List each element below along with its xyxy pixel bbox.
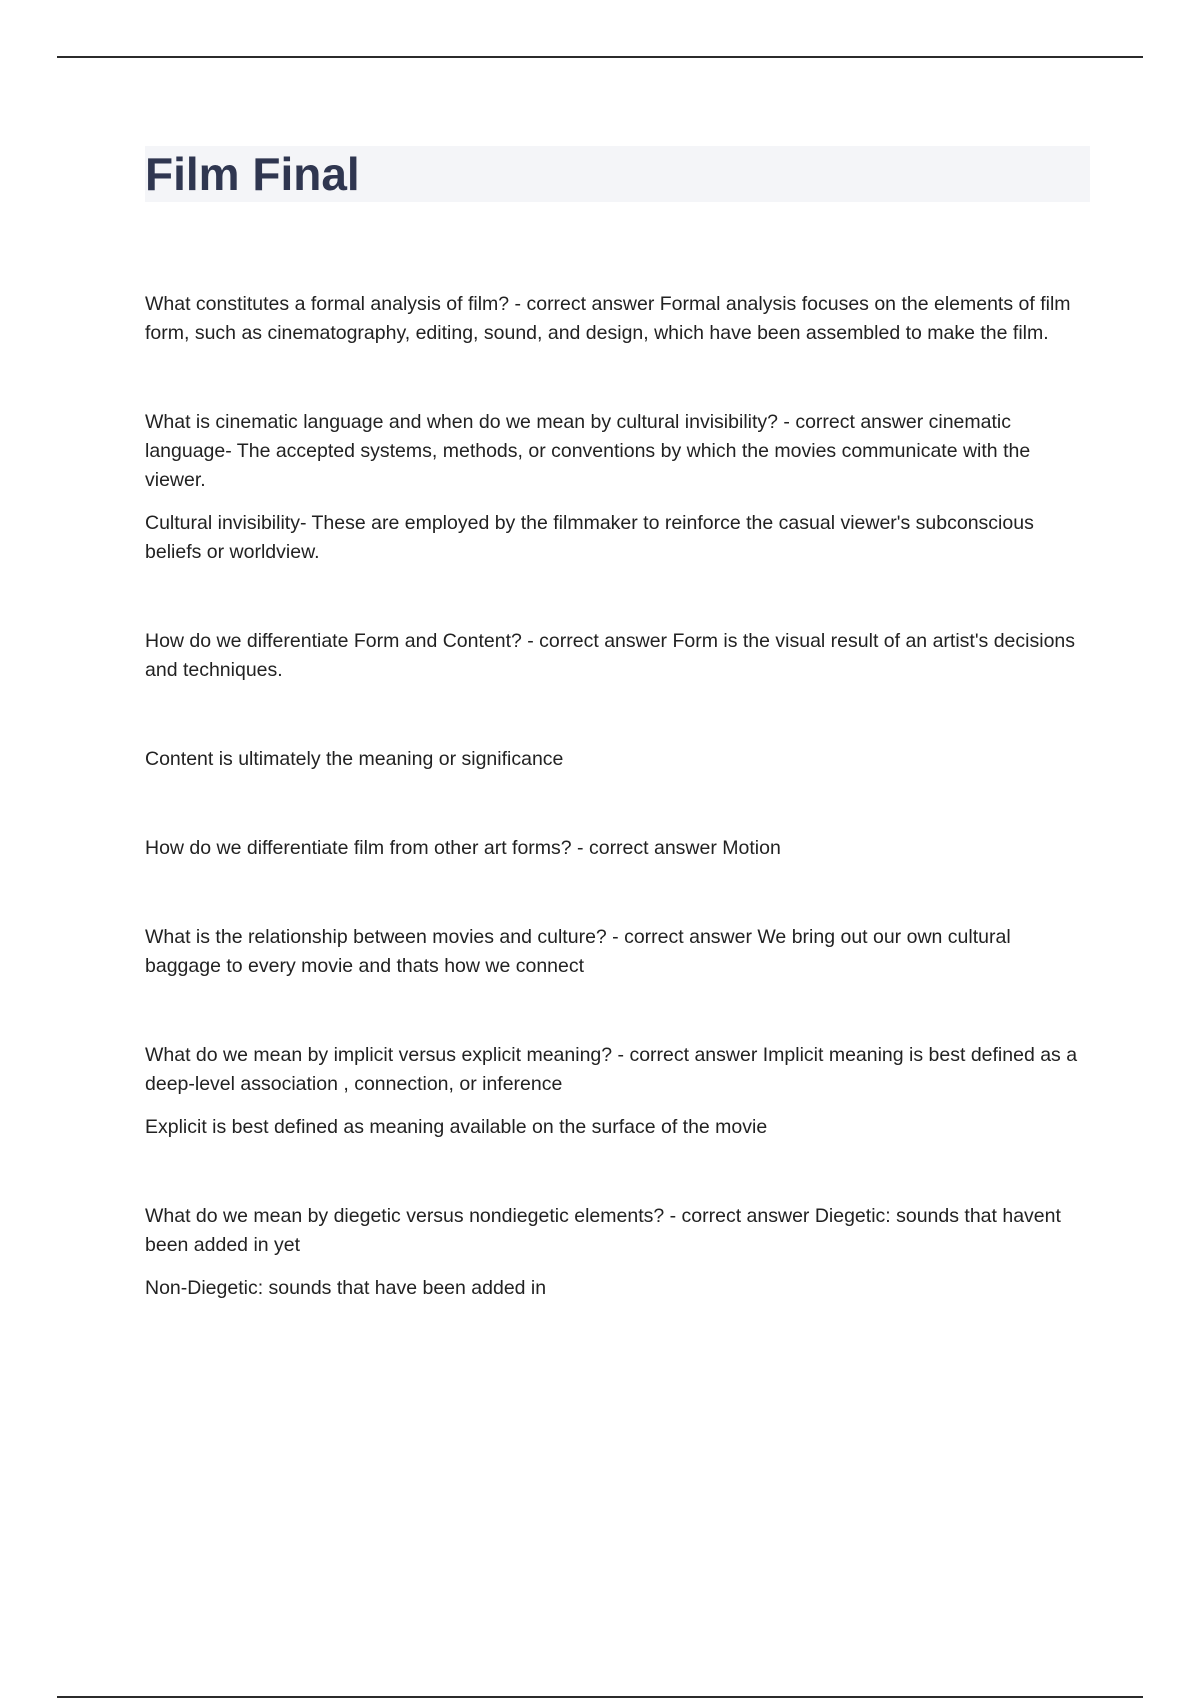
- qa-paragraph: Non-Diegetic: sounds that have been added in: [145, 1277, 547, 1299]
- bottom-rule: [57, 1696, 1143, 1698]
- qa-list: [145, 290, 1090, 1363]
- qa-entry: [145, 1041, 1090, 1142]
- qa-entry: [145, 627, 1090, 685]
- qa-paragraph: How do we differentiate Form and Content? - correct answer Form is the visual result of an artist's decisions and techniques.: [145, 630, 1076, 681]
- qa-paragraph: What is the relationship between movies and culture? - correct answer We bring out our own cultural baggage to every movie and thats how we connect: [145, 926, 1011, 977]
- qa-entry: [145, 1202, 1090, 1303]
- qa-paragraph: Content is ultimately the meaning or significance: [145, 748, 564, 770]
- qa-entry: [145, 290, 1090, 348]
- qa-paragraph: Explicit is best defined as meaning available on the surface of the movie: [145, 1116, 768, 1138]
- qa-paragraph: What constitutes a formal analysis of film? - correct answer Formal analysis focuses on the elements of film form, such as cinematography, editing, sound, and design, which have been assembled to make the film.: [145, 293, 1071, 344]
- qa-paragraph: What do we mean by implicit versus explicit meaning? - correct answer Implicit meaning is best defined as a deep-level association , connection, or inference: [145, 1044, 1078, 1095]
- qa-entry: [145, 834, 1090, 863]
- qa-paragraph: What do we mean by diegetic versus nondiegetic elements? - correct answer Diegetic: sounds that havent been added in yet: [145, 1205, 1061, 1256]
- title-band: [145, 146, 1090, 202]
- qa-entry: [145, 923, 1090, 981]
- qa-paragraph: What is cinematic language and when do we mean by cultural invisibility? - correct answer cinematic language- The accepted systems, methods, or conventions by which the movies communicate with the viewer.: [145, 411, 1031, 491]
- qa-paragraph: Cultural invisibility- These are employed by the filmmaker to reinforce the casual viewer's subconscious beliefs or worldview.: [145, 512, 1034, 563]
- qa-entry: [145, 745, 1090, 774]
- top-rule: [57, 56, 1143, 58]
- page-title: Film Final: [145, 148, 360, 200]
- qa-paragraph: How do we differentiate film from other art forms? - correct answer Motion: [145, 837, 781, 859]
- qa-entry: [145, 408, 1090, 567]
